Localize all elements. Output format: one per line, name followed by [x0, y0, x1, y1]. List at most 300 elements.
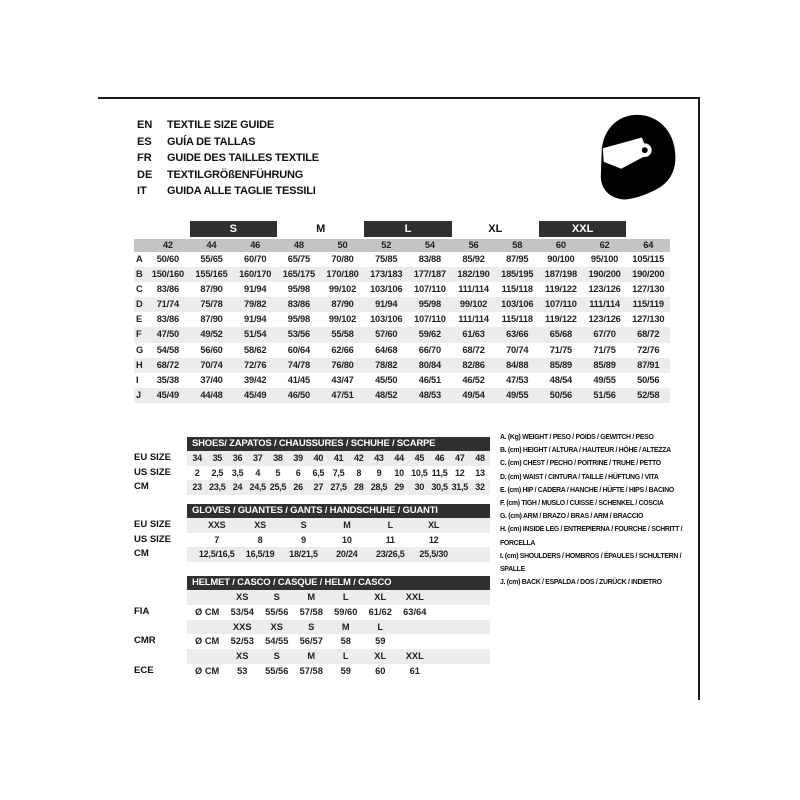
size-value: 74/78	[287, 359, 310, 370]
size-value: 57/60	[375, 329, 398, 340]
row-values	[187, 451, 490, 466]
size-group-xl: XL	[488, 223, 503, 235]
size-value: 24	[232, 482, 243, 492]
page-title: GUÍA DE TALLAS	[167, 135, 256, 148]
size-value: 50/60	[156, 254, 179, 264]
table-row-d	[134, 297, 670, 312]
size-value: 30	[414, 482, 425, 492]
size-value: 65/75	[287, 254, 310, 264]
size-value: 42	[354, 453, 364, 463]
size-value: 173/183	[370, 269, 403, 280]
size-value: 85/92	[462, 254, 485, 264]
size-value: 91/94	[244, 284, 267, 295]
row-values	[146, 267, 670, 282]
size-value: 177/187	[413, 269, 446, 280]
size-value: 103/106	[370, 284, 403, 295]
language-code: FR	[137, 152, 152, 165]
row-values	[187, 480, 490, 495]
size-value: 38	[273, 453, 283, 463]
size-value: 61/63	[462, 329, 485, 340]
size-value: 53/56	[287, 329, 310, 340]
row-label: EU SIZE	[134, 452, 171, 463]
size-label: XXL	[405, 651, 424, 662]
size-value: XS	[254, 520, 266, 530]
size-number-cells	[146, 239, 670, 252]
size-value: 85/89	[549, 359, 573, 370]
size-value: 60/64	[287, 344, 310, 355]
size-value: 8	[356, 467, 362, 478]
unit-cell: Ø CM	[195, 606, 220, 617]
size-number: 44	[206, 240, 217, 250]
size-value: 46/50	[287, 389, 310, 400]
shoes-us-row	[134, 466, 490, 481]
size-value: 10,5	[411, 467, 428, 478]
size-value: 2	[194, 467, 200, 478]
size-value: 99/102	[328, 314, 357, 325]
legend-item: D. (cm) WAIST / CINTURA / TAILLE / HÜFTUNG / VITA	[500, 473, 659, 481]
size-value: 95/98	[418, 299, 441, 310]
size-value: 83/88	[418, 254, 441, 264]
size-value: 70/74	[506, 344, 529, 355]
size-value: 59	[375, 636, 386, 647]
size-value: 72/76	[244, 359, 267, 370]
row-values	[187, 620, 490, 635]
size-value: 27,5	[330, 482, 347, 492]
helmet-section-ece	[134, 649, 490, 679]
shoes-eu-row	[134, 451, 490, 466]
row-values	[146, 343, 670, 358]
size-value: 95/100	[590, 254, 619, 264]
helmet-fia-sizes-row	[134, 590, 490, 605]
size-value: 87/95	[506, 254, 529, 264]
size-value: 49/55	[593, 374, 616, 385]
helmet-fia-values-row	[134, 605, 490, 620]
row-label	[134, 649, 187, 664]
row-letter: G	[136, 344, 144, 355]
size-value: 62/66	[331, 344, 354, 355]
size-value: 61/62	[368, 606, 392, 617]
size-number: 60	[555, 240, 566, 250]
legend-item: B. (cm) HEIGHT / ALTURA / HAUTEUR / HÖHE / ALTEZZA	[500, 447, 671, 455]
language-code: ES	[137, 135, 152, 148]
size-value: 53/54	[230, 606, 254, 617]
size-value: 70/80	[331, 254, 354, 264]
helmet-cmr-values-row	[134, 634, 490, 649]
size-value: 91/94	[244, 314, 267, 325]
size-value: 105/115	[632, 254, 665, 264]
row-letter: I	[136, 374, 139, 385]
legend-item: C. (cm) CHEST / PECHO / POITRINE / TRUHE / PETTO	[500, 460, 661, 468]
size-value: 2,5	[211, 467, 224, 478]
size-value: 64/68	[375, 344, 398, 355]
row-letter: F	[136, 329, 142, 340]
row-letter: J	[136, 389, 142, 400]
size-number-header-row	[134, 239, 670, 252]
gloves-table-title: GLOVES / GUANTES / GANTS / HANDSCHUHE / GUANTI	[187, 504, 490, 518]
unit-cell	[187, 649, 225, 664]
table-row-i	[134, 373, 670, 388]
size-value: 103/106	[370, 314, 403, 325]
size-value: 35/38	[156, 374, 179, 385]
size-value: 99/102	[328, 284, 357, 295]
size-value: 45/50	[375, 374, 398, 385]
size-value: 23,5	[209, 482, 226, 492]
size-value: 70/74	[200, 359, 223, 370]
page-title: TEXTILGRÖßENFÜHRUNG	[167, 168, 304, 181]
legend-item: E. (cm) HIP / CADERA / HANCHE / HÜFTE / HIPS / BACINO	[500, 486, 674, 494]
size-label: XS	[236, 592, 249, 602]
size-number: 48	[293, 240, 304, 250]
size-value: 52/58	[637, 389, 660, 400]
size-value: 12	[428, 534, 439, 545]
size-value: 40	[313, 453, 324, 463]
size-value: 43/47	[331, 374, 354, 385]
size-label: XL	[374, 651, 387, 662]
size-value: 111/114	[458, 284, 489, 295]
size-label: XS	[236, 651, 249, 662]
size-value: 55/65	[200, 254, 223, 264]
size-label: S	[273, 651, 280, 662]
size-value: 54/58	[156, 344, 179, 355]
size-value: 123/126	[588, 314, 621, 325]
size-value: M	[343, 520, 351, 530]
size-value: 4	[255, 467, 261, 478]
row-label: CM	[134, 481, 149, 492]
size-value: 12,5/16,5	[198, 549, 235, 559]
size-label: S	[308, 621, 315, 632]
size-value: 34	[192, 453, 202, 463]
size-number: 56	[468, 240, 479, 250]
size-label: M	[307, 592, 316, 602]
size-value: 115/119	[632, 299, 664, 310]
size-value: XL	[428, 520, 440, 530]
size-value: S	[300, 520, 307, 530]
frame-top-border	[98, 97, 700, 99]
size-value: 87/90	[200, 284, 223, 295]
size-value: 18/21,5	[289, 549, 318, 559]
size-value: 68/72	[462, 344, 485, 355]
size-value: 58/62	[244, 344, 267, 355]
size-number: 42	[162, 240, 173, 250]
size-value: 59/60	[334, 606, 358, 617]
page-title: GUIDE DES TAILLES TEXTILE	[167, 152, 319, 165]
table-row-j	[134, 388, 670, 403]
title-line	[137, 134, 319, 151]
measurement-legend	[500, 431, 697, 589]
size-value: 56/57	[299, 636, 323, 647]
size-value: 50/56	[637, 374, 660, 385]
size-value: 91/94	[375, 299, 398, 310]
size-number: 52	[381, 240, 392, 250]
table-row-g	[134, 343, 670, 358]
size-value: 107/110	[414, 284, 446, 295]
size-value: 85/89	[593, 359, 616, 370]
size-label: L	[377, 621, 384, 632]
helmet-ece-values-row	[134, 664, 490, 679]
size-value: 45/49	[244, 389, 267, 400]
size-value: 36	[232, 453, 243, 463]
size-value: 72/76	[637, 344, 660, 355]
row-values	[187, 649, 490, 664]
title-line	[137, 150, 319, 167]
row-letter: E	[136, 314, 143, 325]
size-value: 49/52	[200, 329, 223, 340]
unit-cell: Ø CM	[195, 636, 220, 647]
size-value: 30,5	[431, 482, 448, 492]
size-value: 63/66	[506, 329, 529, 340]
size-value: 67/70	[593, 329, 616, 340]
size-value: 41	[333, 453, 344, 463]
size-value: 43	[374, 453, 384, 463]
size-value: 165/175	[282, 269, 315, 280]
row-values	[146, 282, 670, 297]
size-number: 64	[643, 240, 654, 250]
size-group-spacer	[134, 221, 190, 237]
helmet-size-table	[134, 576, 490, 679]
size-value: 7	[214, 534, 220, 545]
row-label: CMR	[134, 635, 156, 647]
row-label	[134, 590, 187, 605]
size-value: 111/114	[458, 314, 489, 325]
size-group-l: L	[364, 221, 451, 237]
legend-item: A. (Kg) WEIGHT / PESO / POIDS / GEWITCH / PESO	[500, 434, 654, 441]
helmet-ece-sizes-row	[134, 649, 490, 664]
row-values	[187, 590, 490, 605]
row-label: FIA	[134, 605, 150, 617]
size-number: 62	[599, 240, 610, 250]
size-value: 68/72	[637, 329, 660, 340]
size-value: 103/106	[501, 299, 534, 310]
size-value: 52/53	[230, 636, 254, 647]
row-values	[187, 605, 490, 620]
racing-helmet-icon	[593, 111, 679, 203]
helmet-cmr-sizes-row	[134, 620, 490, 635]
size-value: 39	[293, 453, 303, 463]
size-value: 107/110	[414, 314, 446, 325]
size-value: 60/70	[244, 254, 267, 264]
size-value: 55/56	[265, 665, 289, 676]
size-value: 75/78	[200, 299, 223, 310]
size-value: 71/75	[549, 344, 573, 355]
size-value: 20/24	[336, 549, 358, 559]
size-value: 31,5	[451, 482, 468, 492]
size-value: 155/165	[195, 269, 228, 280]
row-values	[187, 547, 490, 562]
size-number: 54	[424, 240, 435, 250]
size-value: 99/102	[459, 299, 488, 310]
size-number: 50	[337, 240, 348, 250]
size-value: 49/54	[462, 389, 485, 400]
size-value: 87/91	[637, 359, 660, 370]
size-value: 49/55	[506, 389, 529, 400]
size-value: 44/48	[200, 389, 223, 400]
title-line	[137, 117, 319, 134]
row-label: US SIZE	[134, 533, 171, 545]
size-value: 59/62	[418, 329, 441, 340]
size-value: 71/74	[156, 299, 179, 310]
size-value: 11,5	[431, 467, 448, 478]
size-value: 56/60	[200, 344, 223, 355]
size-value: 41/45	[287, 374, 310, 385]
size-value: 60	[375, 665, 386, 676]
size-label: L	[342, 592, 349, 602]
row-values	[146, 358, 670, 373]
size-value: 57/58	[299, 606, 323, 617]
size-value: 48/54	[549, 374, 573, 385]
language-code: DE	[137, 168, 153, 181]
legend-item: J. (cm) BACK / ESPALDA / DOS / ZURÜCK / INDIETRO	[500, 579, 662, 587]
shoes-size-table	[134, 437, 490, 495]
legend-item: H. (cm) INSIDE LEG / ENTREPIERNA / FOURCHE / SCHRITT / FORCELLA	[500, 526, 683, 547]
size-value: 61	[409, 665, 420, 676]
size-value: 119/122	[545, 284, 577, 295]
size-value: 90/100	[547, 254, 575, 264]
size-value: 54/55	[265, 636, 289, 647]
size-value: 111/114	[589, 299, 620, 310]
table-row-h	[134, 358, 670, 373]
frame-right-border	[698, 97, 700, 700]
row-values	[146, 312, 670, 327]
row-values	[146, 252, 670, 267]
row-values	[146, 327, 670, 342]
title-line	[137, 167, 319, 184]
row-letter: H	[136, 359, 143, 370]
table-row-f	[134, 327, 670, 342]
size-value: 78/82	[375, 359, 398, 370]
size-label: XXL	[405, 592, 424, 602]
size-label: XL	[374, 592, 387, 602]
size-value: 11	[385, 534, 395, 545]
size-value: 5	[275, 467, 281, 478]
size-value: 7,5	[332, 467, 345, 478]
size-value: 28,5	[370, 482, 388, 492]
size-value: 83/86	[156, 314, 179, 325]
size-value: 25,5	[269, 482, 287, 492]
size-value: 24,5	[249, 482, 266, 492]
size-value: 47/50	[156, 329, 179, 340]
size-value: 9	[301, 534, 306, 545]
size-value: 6	[295, 467, 301, 478]
corner-cell	[134, 239, 146, 252]
row-label: ECE	[134, 664, 154, 676]
size-value: 51/56	[593, 389, 616, 400]
unit-cell	[187, 590, 225, 605]
size-value: 83/86	[156, 284, 179, 295]
size-value: 37/40	[200, 374, 223, 385]
size-value: 27	[313, 482, 324, 492]
row-values	[146, 297, 670, 312]
size-value: 47	[455, 453, 465, 463]
size-value: 115/118	[501, 284, 533, 295]
size-label: XS	[270, 621, 283, 632]
size-value: 127/130	[632, 314, 665, 325]
size-value: 10	[342, 534, 352, 545]
shoes-table-title: SHOES/ ZAPATOS / CHAUSSURES / SCHUHE / SCARPE	[187, 437, 490, 451]
size-value: 8	[257, 534, 263, 545]
size-value: 44	[394, 453, 404, 463]
size-value: 23	[192, 482, 202, 492]
size-value: 3,5	[231, 467, 244, 478]
size-value: 182/190	[457, 269, 490, 280]
title-language-list	[137, 117, 319, 200]
size-value: 115/118	[501, 314, 533, 325]
size-value: 48/52	[375, 389, 398, 400]
size-value: 25,5/30	[419, 549, 448, 559]
gloves-cm-row	[134, 547, 490, 562]
size-number: 58	[512, 240, 523, 250]
size-value: 53	[237, 665, 248, 676]
row-label: EU SIZE	[134, 519, 171, 530]
size-value: 185/195	[501, 269, 534, 280]
unit-cell: Ø CM	[195, 665, 220, 676]
size-label: M	[341, 621, 350, 632]
row-label	[134, 620, 187, 635]
size-value: 23/26,5	[375, 549, 405, 559]
size-value: XXS	[207, 520, 226, 530]
size-value: 123/126	[588, 284, 621, 295]
row-values	[187, 664, 490, 679]
size-value: 190/200	[588, 269, 621, 280]
page-title: TEXTILE SIZE GUIDE	[167, 119, 275, 131]
row-values	[146, 373, 670, 388]
size-value: 35	[212, 453, 223, 463]
size-value: 82/86	[462, 359, 485, 370]
table-row-a	[134, 252, 670, 267]
size-value: 170/180	[326, 269, 359, 280]
page-title: GUIDA ALLE TAGLIE TESSILI	[167, 185, 316, 198]
row-values	[146, 388, 670, 403]
legend-item: I. (cm) SHOULDERS / HOMBROS / ÉPAULES / SCHULTERN / SPALLE	[500, 552, 682, 574]
size-value: 9	[376, 467, 382, 478]
helmet-section-fia	[134, 590, 490, 620]
row-label: CM	[134, 548, 149, 559]
row-letter: B	[136, 269, 143, 280]
row-letter: D	[136, 299, 143, 310]
size-value: 87/90	[331, 299, 354, 310]
size-value: 127/130	[632, 284, 665, 295]
size-value: 75/85	[375, 254, 398, 264]
size-value: 46	[434, 453, 445, 463]
size-value: 107/110	[545, 299, 577, 310]
size-value: 46/52	[462, 374, 485, 385]
size-value: L	[387, 520, 393, 530]
size-value: 65/68	[549, 329, 573, 340]
size-value: 6,5	[312, 467, 325, 478]
helmet-table-title: HELMET / CASCO / CASQUE / HELM / CASCO	[187, 576, 490, 590]
row-letter: C	[136, 284, 143, 295]
size-value: 45	[414, 453, 425, 463]
size-value: 71/75	[593, 344, 616, 355]
size-value: 95/98	[287, 314, 310, 325]
size-value: 55/56	[265, 606, 289, 617]
row-label: US SIZE	[134, 466, 171, 478]
language-code: EN	[137, 119, 153, 131]
legend-item: F. (cm) TIGH / MUSLO / CUISSE / SCHENKEL / COSCIA	[500, 500, 664, 508]
size-group-xxl: XXL	[539, 221, 626, 237]
row-values	[187, 518, 490, 533]
row-values	[187, 466, 490, 481]
size-value: 13	[475, 467, 485, 478]
size-value: 47/53	[506, 374, 529, 385]
size-value: 80/84	[418, 359, 441, 370]
size-value: 83/86	[287, 299, 310, 310]
size-value: 10	[394, 467, 404, 478]
size-number: 46	[250, 240, 261, 250]
size-label: L	[342, 651, 349, 662]
helmet-section-cmr	[134, 620, 490, 650]
size-value: 48/53	[418, 389, 441, 400]
size-value: 63/64	[403, 606, 427, 617]
